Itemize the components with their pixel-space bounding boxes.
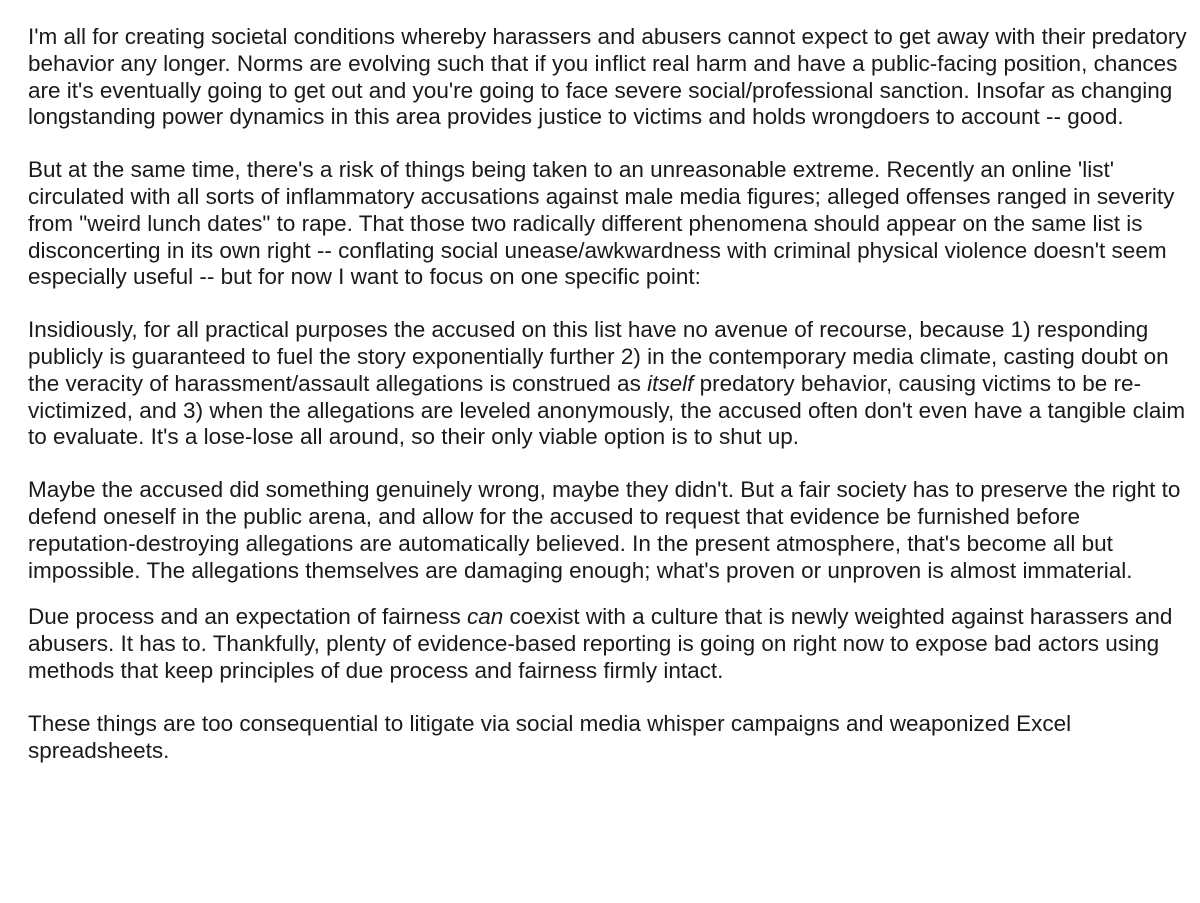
- paragraph-6: These things are too consequential to litigate via social media whisper campaigns and weaponized Excel spreadsheets.: [28, 710, 1072, 763]
- statement-document: [28, 24, 1188, 790]
- paragraph-3-emphasis: itself: [647, 370, 694, 396]
- paragraph-5-emphasis: can: [467, 604, 504, 630]
- paragraph-1: I'm all for creating societal conditions whereby harassers and abusers cannot expect to get away with their predatory behavior any longer. Norms are evolving such that if you inflict real harm and have a public-facing position, chances are it's eventually going to get out and you're going to face severe social/professional sanction. Insofar as changing longstanding power dynamics in this area provides justice to victims and holds wrongdoers to account -- good.: [28, 24, 1187, 130]
- paragraph-3-text-end: predatory behavior, causing victims to be re-victimized, and 3) when the allegations are leveled anonymously, the accused often don't even have a tangible claim to evaluate. It's a lose-lose all around, so their only viable option is to shut up.: [28, 370, 1186, 450]
- paragraph-5-text-start: Due process and an expectation of fairness: [28, 604, 468, 630]
- paragraph-5-text-end: coexist with a culture that is newly weighted against harassers and abusers. It has to. Thankfully, plenty of evidence-based reporting is going on right now to expose bad actors using methods that keep principles of due process and fairness firmly intact.: [28, 604, 1173, 683]
- paragraph-2: But at the same time, there's a risk of things being taken to an unreasonable extreme. Recently an online 'list' circulated with all sorts of inflammatory accusations against male media figures; alleged offenses ranged in severity from "weird lunch dates" to rape. That those two radically different phenomena should appear on the same list is disconcerting in its own right -- conflating social unease/awkwardness with criminal physical violence doesn't seem especially useful -- but for now I want to focus on one specific point:: [28, 157, 1175, 290]
- paragraph-4: Maybe the accused did something genuinely wrong, maybe they didn't. But a fair society has to preserve the right to defend oneself in the public arena, and allow for the accused to request that evidence be furnished before reputation-destroying allegations are automatically believed. In the present atmosphere, that's become all but impossible. The allegations themselves are damaging enough; what's proven or unproven is almost immaterial.: [28, 477, 1181, 583]
- paragraph-3: [28, 317, 1188, 451]
- paragraph-5: [28, 604, 1188, 684]
- paragraph-3-text-start: Insidiously, for all practical purposes the accused on this list have no avenue of recourse, because 1) responding publicly is guaranteed to fuel the story exponentially further 2) in the contemporary media climate, casting doubt on the veracity of harassment/assault allegations is construed as: [28, 317, 1169, 396]
